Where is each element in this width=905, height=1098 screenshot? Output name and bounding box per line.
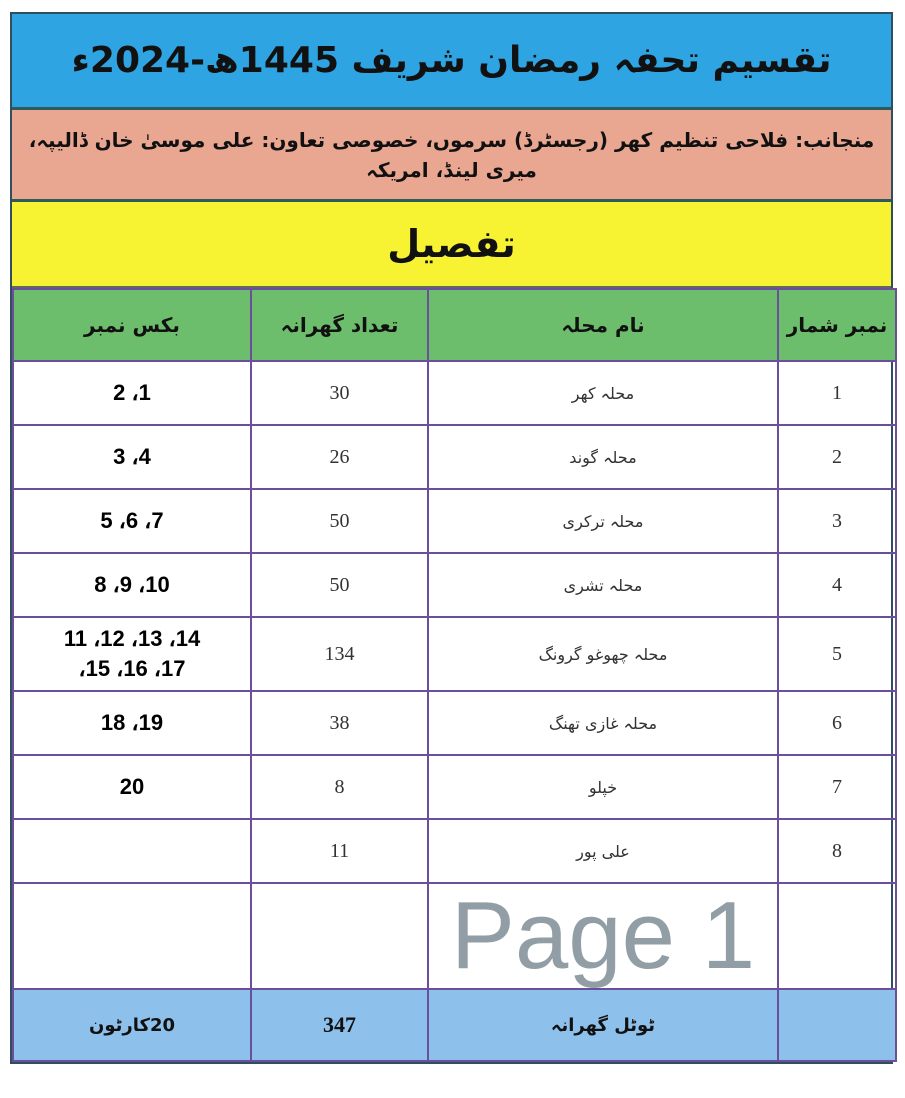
boxes-line-2: 17، 16، 15، <box>78 656 186 681</box>
watermark-cell <box>428 883 778 989</box>
page-watermark: Page 1 <box>450 882 756 989</box>
empty-cell <box>778 989 896 1061</box>
boxes-cell: 20 <box>13 755 251 819</box>
section-heading: تفصیل <box>12 202 891 288</box>
boxes-cell: 19، 18 <box>13 691 251 755</box>
name-cell: علی پور <box>428 819 778 883</box>
document-title: تقسیم تحفہ رمضان شریف 1445ھ-2024ء <box>12 14 891 110</box>
distribution-table <box>12 288 897 1062</box>
count-cell: 26 <box>251 425 428 489</box>
boxes-line-1: 14، 13، 12، 11 <box>63 626 201 651</box>
boxes-cell: 4، 3 <box>13 425 251 489</box>
name-cell: محلہ چھوغو گرونگ <box>428 617 778 691</box>
serial-cell: 3 <box>778 489 896 553</box>
header-name: نام محلہ <box>428 289 778 361</box>
serial-cell: 7 <box>778 755 896 819</box>
count-cell: 38 <box>251 691 428 755</box>
table-row <box>13 425 896 489</box>
empty-row <box>13 883 896 989</box>
total-row <box>13 989 896 1061</box>
empty-cell <box>251 883 428 989</box>
boxes-cell <box>13 819 251 883</box>
name-cell: خپلو <box>428 755 778 819</box>
header-count: تعداد گھرانہ <box>251 289 428 361</box>
name-cell: محلہ غازی تھنگ <box>428 691 778 755</box>
header-boxes: بکس نمبر <box>13 289 251 361</box>
table-row <box>13 819 896 883</box>
count-cell: 30 <box>251 361 428 425</box>
boxes-cell <box>13 617 251 691</box>
name-cell: محلہ تشری <box>428 553 778 617</box>
serial-cell: 2 <box>778 425 896 489</box>
count-cell: 50 <box>251 489 428 553</box>
total-boxes: 20کارٹون <box>13 989 251 1061</box>
count-cell: 11 <box>251 819 428 883</box>
count-cell: 8 <box>251 755 428 819</box>
count-cell: 50 <box>251 553 428 617</box>
header-serial: نمبر شمار <box>778 289 896 361</box>
count-cell: 134 <box>251 617 428 691</box>
serial-cell: 4 <box>778 553 896 617</box>
total-count: 347 <box>251 989 428 1061</box>
table-row <box>13 553 896 617</box>
serial-cell: 8 <box>778 819 896 883</box>
name-cell: محلہ گوند <box>428 425 778 489</box>
table-row <box>13 755 896 819</box>
empty-cell <box>13 883 251 989</box>
table-row <box>13 489 896 553</box>
boxes-cell: 10، 9، 8 <box>13 553 251 617</box>
table-row <box>13 617 896 691</box>
boxes-cell: 1، 2 <box>13 361 251 425</box>
name-cell: محلہ کھر <box>428 361 778 425</box>
empty-cell <box>778 883 896 989</box>
sponsor-line: منجانب: فلاحی تنظیم کھر (رجسٹرڈ) سرموں، خصوصی تعاون: علی موسیٰ خان ڈالیپہ، میری لینڈ، امریکہ <box>12 110 891 202</box>
distribution-sheet <box>10 12 893 1064</box>
name-cell: محلہ ترکری <box>428 489 778 553</box>
serial-cell: 5 <box>778 617 896 691</box>
table-row <box>13 691 896 755</box>
total-label: ٹوٹل گھرانہ <box>428 989 778 1061</box>
boxes-cell: 7، 6، 5 <box>13 489 251 553</box>
serial-cell: 6 <box>778 691 896 755</box>
serial-cell: 1 <box>778 361 896 425</box>
table-header-row <box>13 289 896 361</box>
table-row <box>13 361 896 425</box>
